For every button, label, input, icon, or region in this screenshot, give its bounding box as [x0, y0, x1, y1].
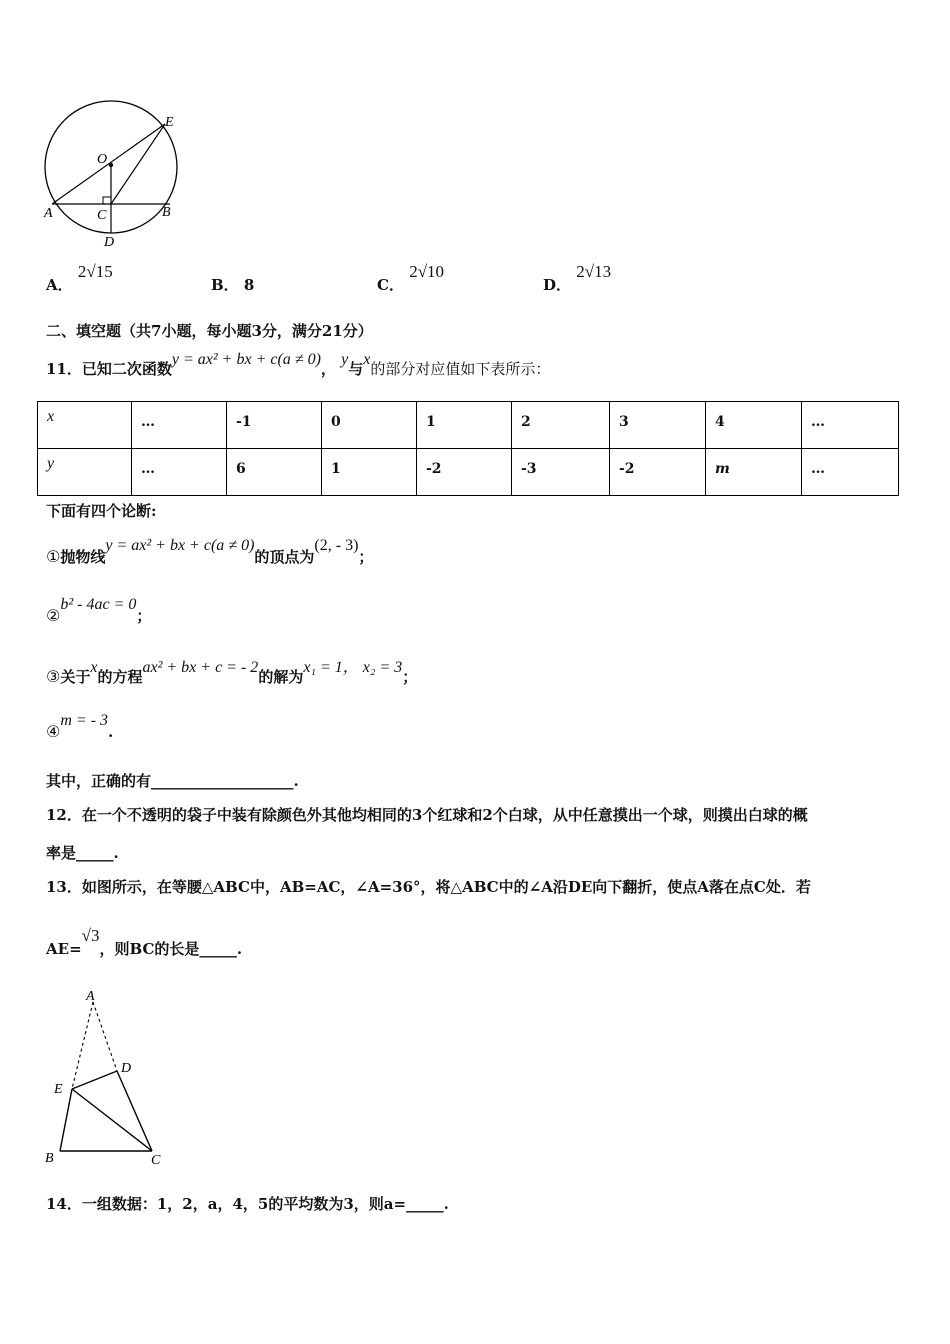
option-d-letter: D． — [543, 276, 572, 294]
q13-line2 — [46, 925, 243, 958]
statement-4-end: . — [108, 723, 114, 741]
option-b-value: 8 — [243, 276, 255, 294]
q13-sqrt: √3 — [81, 926, 100, 945]
label-c: C — [97, 208, 107, 223]
table-cell: 1 — [417, 402, 512, 449]
table-cell: … — [802, 402, 899, 449]
statement-3-num: ③ — [46, 667, 61, 686]
label-e: E — [54, 1082, 63, 1097]
q12-line1: 12．在一个不透明的袋子中装有除颜色外其他均相同的3个红球和2个白球，从中任意摸出一个球，则摸出白球的概 — [46, 806, 808, 824]
segment-ed — [72, 1071, 117, 1089]
statement-3-text2: 的方程 — [97, 668, 143, 686]
statement-2-end: ； — [136, 607, 152, 625]
label-b: B — [162, 205, 171, 220]
option-a-letter: A． — [46, 276, 73, 294]
option-d[interactable] — [543, 262, 611, 295]
statement-4-math: m = - 3 — [60, 712, 109, 729]
statement-3-end: ； — [402, 668, 418, 686]
line-ae — [52, 124, 165, 204]
q13-ae: AE= — [46, 940, 82, 958]
statement-4 — [46, 710, 114, 741]
q11-comma: ， — [320, 360, 336, 378]
statement-1-math1: y = ax² + bx + c(a ≠ 0) — [105, 537, 255, 554]
table-cell: … — [132, 402, 227, 449]
statement-1-end: ； — [358, 548, 374, 566]
table-cell: 0 — [322, 402, 417, 449]
label-c: C — [151, 1153, 161, 1168]
table-cell: 4 — [706, 402, 802, 449]
value-table — [37, 401, 899, 496]
table-cell: 2 — [512, 402, 610, 449]
label-o: O — [97, 152, 108, 167]
center-point — [109, 163, 113, 167]
option-a[interactable] — [46, 262, 113, 295]
statement-1-num: ① — [46, 547, 61, 566]
statement-4-num: ④ — [46, 722, 61, 741]
statement-1 — [46, 534, 374, 566]
dashed-ad — [93, 1002, 117, 1071]
table-cell: -2 — [610, 449, 706, 496]
option-d-value: 2√13 — [576, 262, 612, 281]
statement-2-num: ② — [46, 606, 61, 625]
q11-var-y: y — [341, 351, 349, 368]
option-a-value: 2√15 — [77, 262, 113, 281]
label-d: D — [121, 1061, 132, 1076]
q11-prefix: 11．已知二次函数 — [46, 360, 172, 378]
label-d: D — [104, 235, 115, 250]
dashed-ae — [72, 1002, 93, 1089]
q11-function: y = ax² + bx + c(a ≠ 0) — [171, 351, 321, 368]
table-cell: -2 — [417, 449, 512, 496]
q11-answer: 其中，正确的有___________________. — [46, 772, 299, 790]
table-row-y — [38, 449, 899, 496]
option-b[interactable] — [211, 262, 254, 295]
table-cell: m — [706, 449, 802, 496]
table-cell: … — [802, 449, 899, 496]
table-row-x — [38, 402, 899, 449]
section-title: 二、填空题（共7小题，每小题3分，满分21分） — [46, 322, 373, 340]
q13-line1: 13．如图所示，在等腰△ABC中，AB=AC，∠A=36°，将△ABC中的∠A沿DE向下翻折，使点A落在点C处．若 — [46, 878, 811, 896]
statement-1-text1: 抛物线 — [60, 548, 106, 566]
statement-3-math2: x₁ = 1， x₂ = 3 — [303, 659, 403, 676]
statement-2-math: b² - 4ac = 0 — [60, 596, 137, 613]
q11-suffix: 的部分对应值如下表所示： — [370, 360, 551, 378]
table-cell: y — [38, 449, 132, 496]
statement-1-text2: 的顶点为 — [254, 548, 315, 566]
statement-3-text1: 关于 — [60, 668, 91, 686]
statement-3-math1: ax² + bx + c = - 2 — [142, 659, 259, 676]
label-a: A — [44, 206, 53, 221]
q12-line2: 率是_____. — [46, 844, 119, 862]
side-dc — [117, 1071, 152, 1151]
q14-text: 14．一组数据：1，2，a，4，5的平均数为3，则a=_____. — [46, 1195, 449, 1213]
q11-var-x: x — [363, 351, 371, 368]
statement-3-var: x — [90, 659, 98, 676]
q11-stem — [46, 348, 551, 378]
option-b-letter: B． — [211, 276, 239, 294]
line-ce — [111, 124, 165, 204]
table-cell: 1 — [322, 449, 417, 496]
label-e: E — [165, 115, 174, 130]
table-cell: -1 — [227, 402, 322, 449]
triangle-figure — [40, 985, 180, 1170]
statement-1-math2: (2, - 3) — [314, 537, 359, 554]
right-angle-mark — [103, 197, 111, 204]
option-c-letter: C． — [377, 276, 404, 294]
table-cell: 6 — [227, 449, 322, 496]
side-eb — [60, 1089, 72, 1151]
option-c-value: 2√10 — [409, 262, 445, 281]
statement-2 — [46, 593, 152, 625]
segment-ec — [72, 1089, 152, 1151]
statement-3 — [46, 654, 418, 686]
option-c[interactable] — [377, 262, 444, 295]
statement-3-text3: 的解为 — [258, 668, 304, 686]
q11-and: 与 — [348, 360, 364, 378]
q13-rest: ，则BC的长是_____. — [99, 940, 243, 958]
table-cell: -3 — [512, 449, 610, 496]
table-cell: … — [132, 449, 227, 496]
circle-figure — [30, 100, 200, 260]
q11-intro: 下面有四个论断: — [46, 502, 157, 520]
table-cell: x — [38, 402, 132, 449]
label-a: A — [86, 989, 95, 1004]
label-b: B — [45, 1151, 54, 1166]
table-cell: 3 — [610, 402, 706, 449]
